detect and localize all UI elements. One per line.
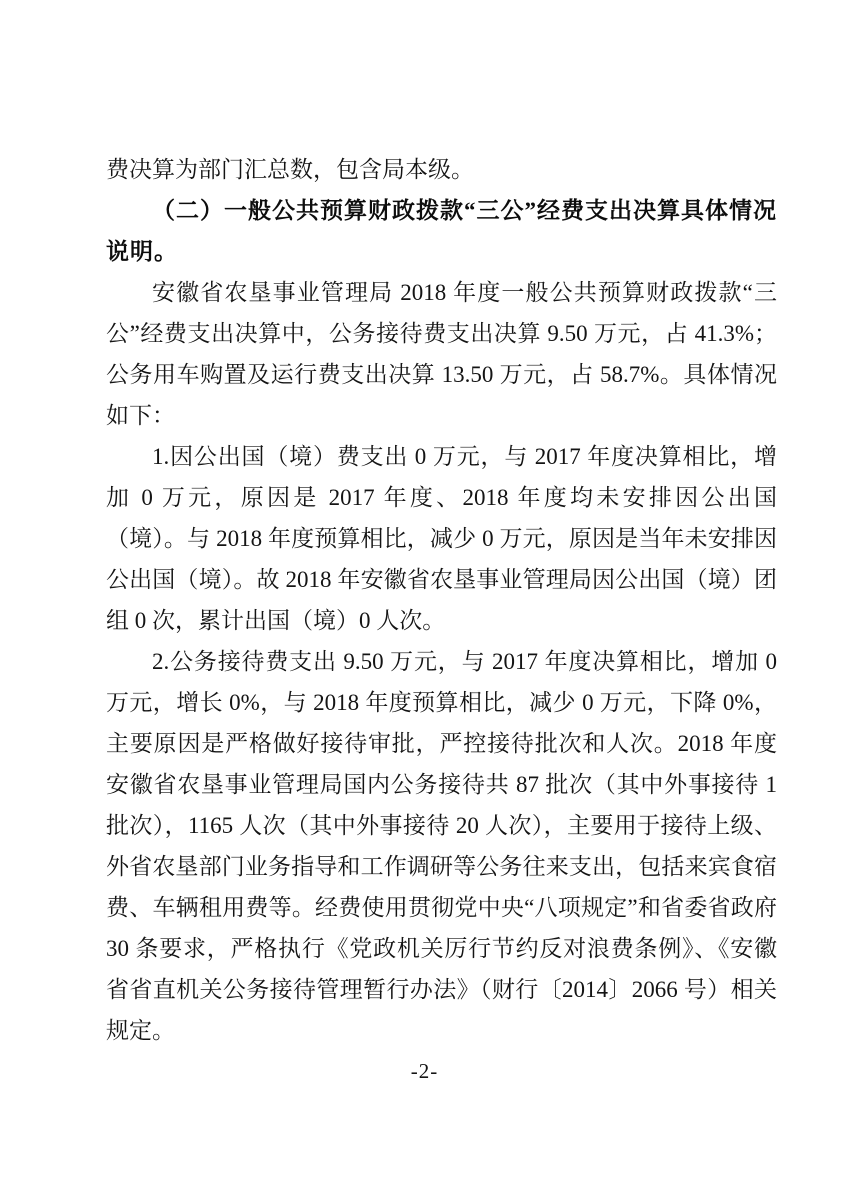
paragraph-item-2-official-reception: 2.公务接待费支出 9.50 万元，与 2017 年度决算相比，增加 0 万元，增长 0%，与 2018 年度预算相比，减少 0 万元，下降 0%，主要原因是严格做好接待审批，严控接待批次和人次。2018 年度安徽省农垦事业管理局国内公务接待共 87 批次（其中外事接待 1 批次），1165 人次（其中外事接待 20 人次），主要用于接待上级、外省农垦部门业务指导和工作调研等公务往来支出，包括来宾食宿费、车辆租用费等。经费使用贯彻党中央“八项规定”和省委省政府 30 条要求，严格执行《党政机关厉行节约反对浪费条例》、《安徽省省直机关公务接待管理暂行办法》（财行〔2014〕2066 号）相关规定。 [106, 649, 777, 1043]
paragraph-overview: 安徽省农垦事业管理局 2018 年度一般公共预算财政拨款“三公”经费支出决算中，公务接待费支出决算 9.50 万元，占 41.3%；公务用车购置及运行费支出决算 13.50 万元，占 58.7%。具体情况如下： [106, 280, 777, 428]
paragraph-continuation: 费决算为部门汇总数，包含局本级。 [106, 157, 474, 182]
page-number: -2- [410, 1059, 439, 1083]
document-body [106, 149, 777, 1051]
section-heading: （二）一般公共预算财政拨款“三公”经费支出决算具体情况说明。 [106, 198, 777, 264]
page-footer [0, 1056, 849, 1086]
paragraph-item-1-overseas-trips: 1.因公出国（境）费支出 0 万元，与 2017 年度决算相比，增加 0 万元，原因是 2017 年度、2018 年度均未安排因公出国（境）。与 2018 年度预算相比，减少 0 万元，原因是当年未安排因公出国（境）。故 2018 年安徽省农垦事业管理局因公出国（境）团组 0 次，累计出国（境）0 人次。 [106, 444, 777, 633]
